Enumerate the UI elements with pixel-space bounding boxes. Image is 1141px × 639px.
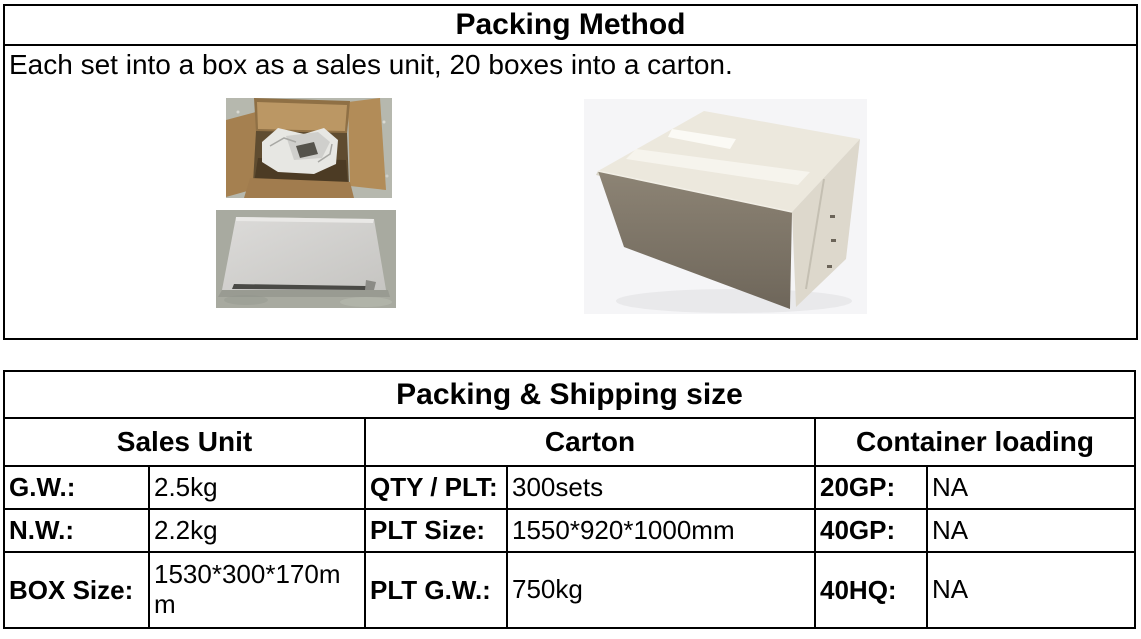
column-header-container-loading: Container loading [815, 418, 1135, 466]
value-40hq: NA [927, 552, 1135, 628]
value-plt-gw: 750kg [507, 552, 815, 628]
label-qty-plt: QTY / PLT: [365, 466, 507, 509]
value-nw: 2.2kg [149, 509, 365, 552]
packing-description: Each set into a box as a sales unit, 20 boxes into a carton. [9, 49, 733, 80]
packing-method-table [3, 4, 1138, 340]
label-gw: G.W.: [4, 466, 149, 509]
table-row [4, 466, 1135, 509]
label-40hq: 40HQ: [815, 552, 927, 628]
packing-shipping-title: Packing & Shipping size [4, 371, 1135, 418]
column-header-sales-unit: Sales Unit [4, 418, 365, 466]
open-box-photo [226, 98, 392, 198]
value-qty-plt: 300sets [507, 466, 815, 509]
label-plt-size: PLT Size: [365, 509, 507, 552]
packing-method-title: Packing Method [5, 6, 1136, 46]
table-row [4, 509, 1135, 552]
table-row [4, 552, 1135, 628]
packing-shipping-table [3, 370, 1136, 629]
carton-photo [584, 99, 867, 314]
label-plt-gw: PLT G.W.: [365, 552, 507, 628]
label-box-size: BOX Size: [4, 552, 149, 628]
label-20gp: 20GP: [815, 466, 927, 509]
label-nw: N.W.: [4, 509, 149, 552]
value-20gp: NA [927, 466, 1135, 509]
value-box-size: 1530*300*170mm [149, 552, 365, 628]
column-header-carton: Carton [365, 418, 815, 466]
value-40gp: NA [927, 509, 1135, 552]
value-gw: 2.5kg [149, 466, 365, 509]
packing-method-body [5, 46, 1136, 338]
sales-box-photo [216, 210, 396, 308]
value-plt-size: 1550*920*1000mm [507, 509, 815, 552]
label-40gp: 40GP: [815, 509, 927, 552]
